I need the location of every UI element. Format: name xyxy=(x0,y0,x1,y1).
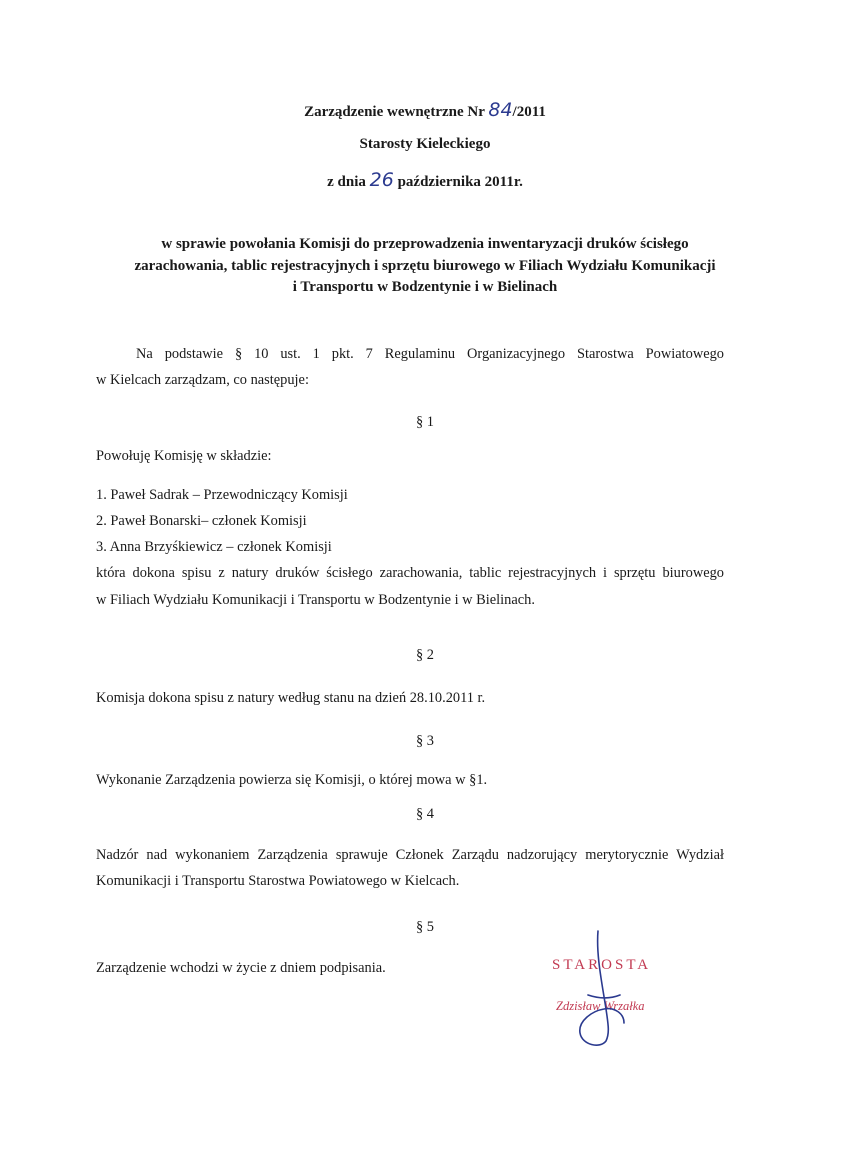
section-1-intro: Powołuję Komisję w składzie: xyxy=(96,448,272,464)
list-item: 1. Paweł Sadrak – Przewodniczący Komisji xyxy=(96,487,348,503)
subject-line-2: zarachowania, tablic rejestracyjnych i sprzętu biurowego w Filiach Wydziału Komunikacji xyxy=(134,258,716,274)
section-5-heading: § 5 xyxy=(416,919,434,935)
list-item: 2. Paweł Bonarski– członek Komisji xyxy=(96,513,307,529)
section-3-text: Wykonanie Zarządzenia powierza się Komisji, o której mowa w §1. xyxy=(96,772,488,788)
signature-drawing xyxy=(540,925,660,1050)
section-4-line-2: Komunikacji i Transportu Starostwa Powiatowego w Kielcach. xyxy=(96,873,460,889)
section-3-heading: § 3 xyxy=(416,733,434,749)
section-1-closing-line-1: która dokona spisu z natury druków ścisłego zarachowania, tablic rejestracyjnych i sprzętu biurowego xyxy=(96,565,724,581)
section-2-heading: § 2 xyxy=(416,647,434,663)
preamble-line-1: Na podstawie § 10 ust. 1 pkt. 7 Regulaminu Organizacyjnego Starostwa Powiatowego xyxy=(136,346,724,362)
handwritten-day: 26 xyxy=(369,169,394,191)
subject-line-1: w sprawie powołania Komisji do przeprowadzenia inwentaryzacji druków ścisłego xyxy=(161,236,689,252)
section-4-line-1: Nadzór nad wykonaniem Zarządzenia sprawuje Członek Zarządu nadzorujący merytorycznie Wydział xyxy=(96,847,724,863)
date-prefix: z dnia xyxy=(327,174,366,190)
section-1-closing-line-2: w Filiach Wydziału Komunikacji i Transportu w Bodzentynie i w Bielinach. xyxy=(96,592,535,608)
issuer: Starosty Kieleckiego xyxy=(359,136,491,152)
stamp-name: Zdzisław Wrzałka xyxy=(556,999,645,1013)
title-suffix: /2011 xyxy=(512,104,546,120)
stamp-title: STAROSTA xyxy=(552,957,652,973)
date-suffix: października 2011r. xyxy=(397,174,523,190)
section-4-heading: § 4 xyxy=(416,806,434,822)
title-prefix: Zarządzenie wewnętrzne Nr xyxy=(304,104,485,120)
section-1-heading: § 1 xyxy=(416,414,434,430)
section-5-text: Zarządzenie wchodzi w życie z dniem podpisania. xyxy=(96,960,386,976)
handwritten-number: 84 xyxy=(488,99,513,121)
document-date xyxy=(0,169,850,191)
preamble-line-2: w Kielcach zarządzam, co następuje: xyxy=(96,372,309,388)
document-title xyxy=(0,99,850,121)
section-2-text: Komisja dokona spisu z natury według stanu na dzień 28.10.2011 r. xyxy=(96,690,486,706)
list-item: 3. Anna Brzyśkiewicz – członek Komisji xyxy=(96,539,332,555)
subject-line-3: i Transportu w Bodzentynie i w Bielinach xyxy=(292,279,558,295)
